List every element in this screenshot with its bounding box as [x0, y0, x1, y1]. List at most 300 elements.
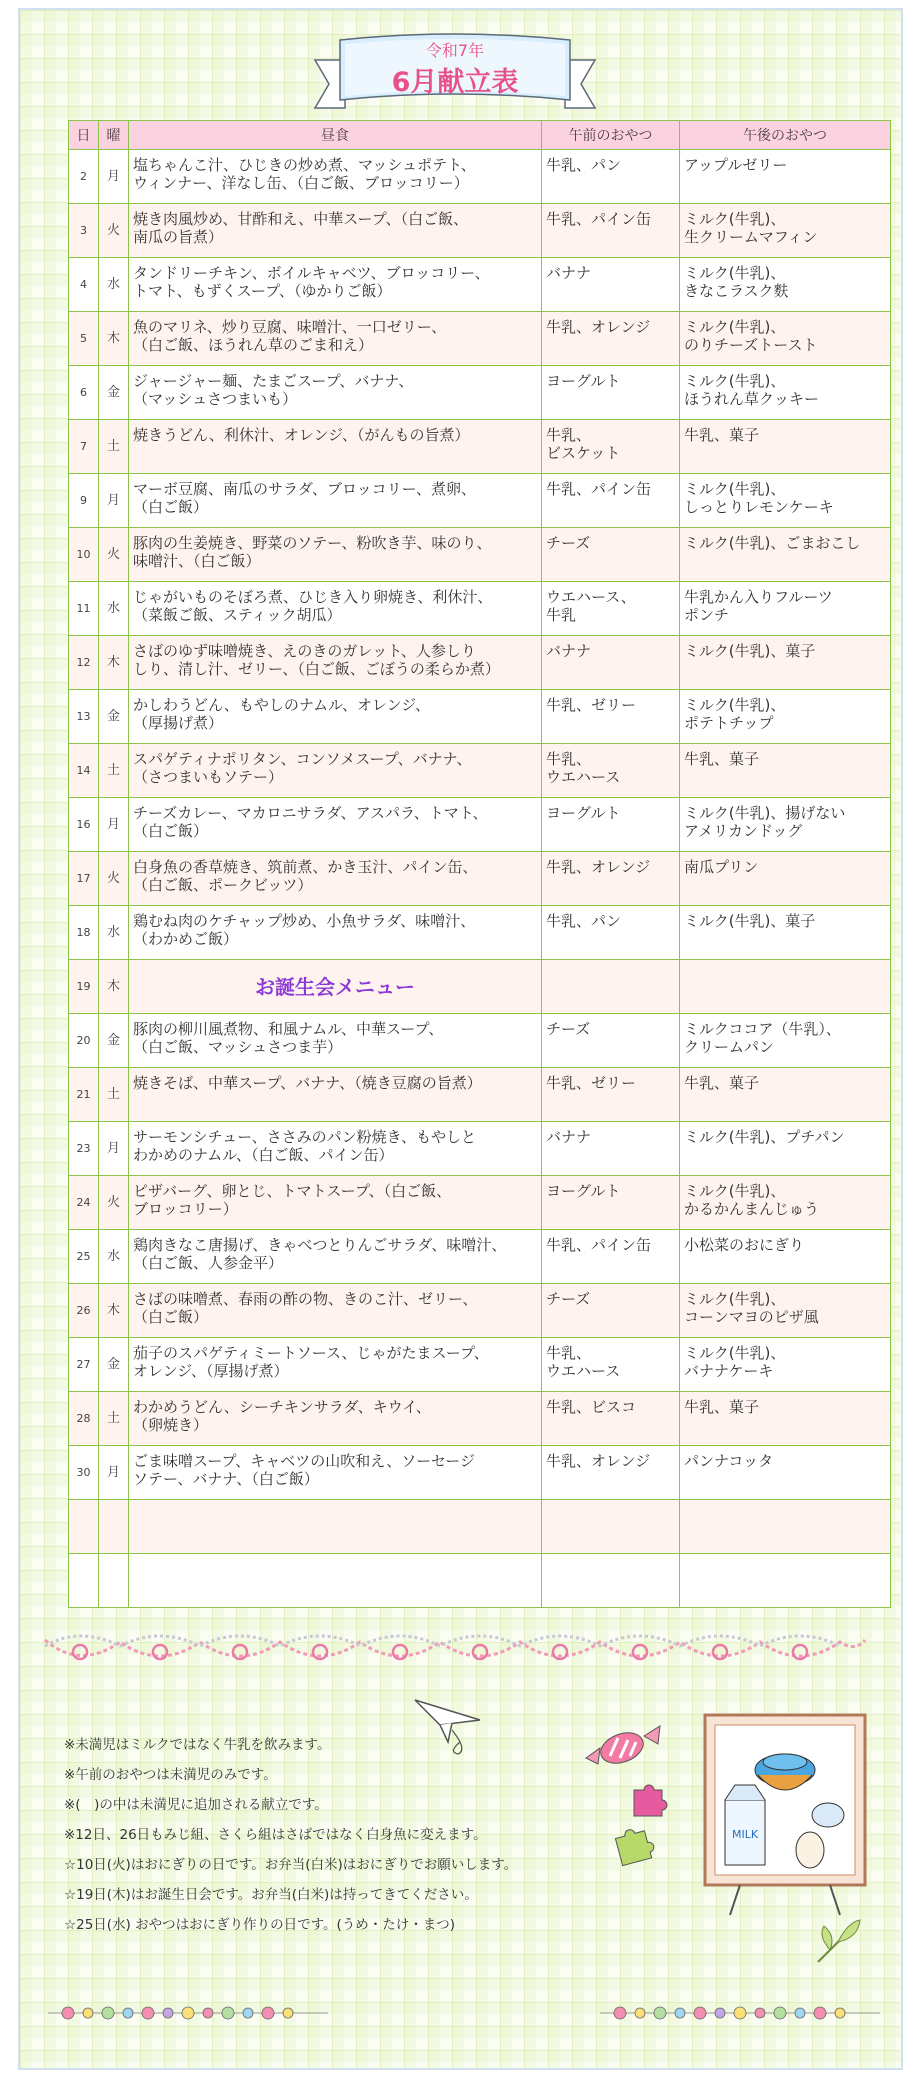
pm-snack-cell-line: 南瓜プリン	[684, 858, 759, 876]
pm-snack-cell-line: ミルク(牛乳)、菓子	[684, 912, 816, 930]
am-snack-cell-line: 牛乳、パン	[546, 912, 622, 930]
am-snack-cell-line: チーズ	[546, 1290, 591, 1308]
am-snack-cell	[542, 1230, 680, 1284]
lunch-cell-line: （厚揚げ煮）	[133, 714, 224, 732]
am-snack-cell-line: ウエハース	[546, 768, 621, 786]
am-snack-cell-line: 牛乳、パイン缶	[546, 210, 652, 228]
pm-snack-cell-line: アメリカンドッグ	[684, 822, 803, 840]
pm-snack-cell-line: ミルク(牛乳)、	[684, 480, 786, 498]
lunch-cell-line: （白ご飯、人参金平）	[133, 1254, 284, 1272]
am-snack-cell	[542, 1014, 680, 1068]
pm-snack-cell-line: ミルク(牛乳)、ごまおこし	[684, 534, 861, 552]
pm-snack-cell-line: ミルク(牛乳)、	[684, 696, 786, 714]
pm-snack-cell-line: 牛乳、菓子	[684, 1074, 760, 1092]
page-title: 6月献立表	[391, 67, 519, 98]
am-snack-cell	[542, 744, 680, 798]
table-row	[69, 1446, 891, 1500]
lunch-cell-line: タンドリーチキン、ボイルキャベツ、ブロッコリー、	[133, 264, 490, 282]
day-cell	[69, 1554, 99, 1608]
table-row	[69, 690, 891, 744]
table-row	[69, 366, 891, 420]
pm-snack-cell-line: ポンチ	[684, 606, 730, 624]
am-snack-cell	[542, 150, 680, 204]
puzzle-piece-icon	[628, 1780, 668, 1820]
pm-snack-cell	[680, 582, 891, 636]
dow-cell: 金	[99, 690, 129, 744]
am-snack-cell	[542, 474, 680, 528]
day-cell: 10	[69, 528, 99, 582]
dow-cell: 金	[99, 366, 129, 420]
dow-cell: 火	[99, 204, 129, 258]
lunch-cell	[129, 366, 542, 420]
pm-snack-cell-line: ミルク(牛乳)、	[684, 1290, 786, 1308]
lunch-cell	[129, 1014, 542, 1068]
pm-snack-cell-line: 牛乳かん入りフルーツ	[684, 588, 833, 606]
puzzle-piece-green-icon	[612, 1824, 656, 1868]
lunch-cell	[129, 744, 542, 798]
lunch-cell	[129, 1176, 542, 1230]
pm-snack-cell-line: ミルクココア（牛乳）、	[684, 1020, 841, 1038]
am-snack-cell-line: 牛乳、パイン缶	[546, 480, 652, 498]
day-cell: 13	[69, 690, 99, 744]
lunch-cell-line: しり、清し汁、ゼリー、（白ご飯、ごぼうの柔らか煮）	[133, 660, 500, 678]
am-snack-cell	[542, 1284, 680, 1338]
am-snack-cell	[542, 798, 680, 852]
pm-snack-cell	[680, 1392, 891, 1446]
lunch-cell-line: （白ご飯、ほうれん草のごま和え）	[133, 336, 374, 354]
am-snack-cell	[542, 258, 680, 312]
pm-snack-cell-line: のりチーズトースト	[684, 336, 818, 354]
lunch-cell-line: じゃがいものそぼろ煮、ひじき入り卵焼き、利休汁、	[133, 588, 493, 606]
dow-cell: 月	[99, 1446, 129, 1500]
lunch-cell	[129, 1122, 542, 1176]
lunch-cell-line: わかめうどん、シーチキンサラダ、キウイ、	[133, 1398, 431, 1416]
column-header-day: 日	[69, 121, 99, 150]
dow-cell: 月	[99, 150, 129, 204]
day-cell: 3	[69, 204, 99, 258]
am-snack-cell-line: チーズ	[546, 534, 591, 552]
lunch-cell	[129, 204, 542, 258]
dow-cell: 水	[99, 582, 129, 636]
pm-snack-cell-line: ミルク(牛乳)、	[684, 1182, 786, 1200]
note-item: ☆25日(水) おやつはおにぎり作りの日です。(うめ・たけ・まつ)	[64, 1917, 456, 1933]
day-cell: 30	[69, 1446, 99, 1500]
lunch-cell-line: トマト、もずくスープ、（ゆかりご飯）	[133, 282, 392, 300]
pm-snack-cell-line: ミルク(牛乳)、プチパン	[684, 1128, 845, 1146]
table-row	[69, 258, 891, 312]
note-item: ※未満児はミルクではなく牛乳を飲みます。	[64, 1737, 331, 1753]
dow-cell: 火	[99, 528, 129, 582]
lunch-cell	[129, 1284, 542, 1338]
am-snack-cell-line: 牛乳、	[546, 1344, 592, 1362]
am-snack-cell	[542, 582, 680, 636]
day-cell: 17	[69, 852, 99, 906]
pm-snack-cell	[680, 960, 891, 1014]
milk-easel-icon	[700, 1710, 870, 1920]
am-snack-cell	[542, 1338, 680, 1392]
day-cell: 24	[69, 1176, 99, 1230]
dow-cell: 金	[99, 1014, 129, 1068]
am-snack-cell	[542, 1176, 680, 1230]
day-cell: 19	[69, 960, 99, 1014]
pm-snack-cell-line: 牛乳、菓子	[684, 426, 760, 444]
dow-cell: 土	[99, 1068, 129, 1122]
day-cell: 26	[69, 1284, 99, 1338]
lunch-cell-line: 塩ちゃんこ汁、ひじきの炒め煮、マッシュポテト、	[133, 156, 476, 174]
pm-snack-cell	[680, 1338, 891, 1392]
am-snack-cell-line: 牛乳	[546, 606, 577, 624]
lunch-cell-line: さばの味噌煮、春雨の酢の物、きのこ汁、ゼリー、	[133, 1290, 478, 1308]
note-item: ☆19日(木)はお誕生日会です。お弁当(白米)は持ってきてください。	[64, 1887, 478, 1903]
pm-snack-cell	[680, 1176, 891, 1230]
am-snack-cell-line: 牛乳、ゼリー	[546, 696, 637, 714]
pm-snack-cell	[680, 1500, 891, 1554]
lunch-cell	[129, 312, 542, 366]
table-row	[69, 1284, 891, 1338]
lunch-cell-line: （白ご飯）	[133, 822, 209, 840]
pm-snack-cell	[680, 1446, 891, 1500]
pm-snack-cell	[680, 906, 891, 960]
table-row	[69, 1068, 891, 1122]
lunch-cell-line: （わかめご飯）	[133, 930, 239, 948]
day-cell: 5	[69, 312, 99, 366]
table-row	[69, 528, 891, 582]
day-cell: 16	[69, 798, 99, 852]
dow-cell: 水	[99, 1230, 129, 1284]
dow-cell: 月	[99, 1122, 129, 1176]
lunch-cell	[129, 1500, 542, 1554]
pm-snack-cell-line: コーンマヨのピザ風	[684, 1308, 819, 1326]
am-snack-cell	[542, 366, 680, 420]
pm-snack-cell-line: ミルク(牛乳)、	[684, 210, 786, 228]
column-header-am-snack: 午前のおやつ	[542, 121, 680, 150]
am-snack-cell	[542, 312, 680, 366]
am-snack-cell	[542, 1068, 680, 1122]
note-item: ※12日、26日もみじ組、さくら組はさばではなく白身魚に変えます。	[64, 1827, 487, 1843]
lunch-cell-line: （マッシュさつまいも）	[133, 390, 298, 408]
lunch-cell	[129, 1392, 542, 1446]
pm-snack-cell	[680, 258, 891, 312]
am-snack-cell-line: ビスケット	[546, 444, 621, 462]
lunch-cell-line: ごま味噌スープ、キャベツの山吹和え、ソーセージ	[133, 1452, 476, 1470]
lunch-cell-line: サーモンシチュー、ささみのパン粉焼き、もやしと	[133, 1128, 476, 1146]
am-snack-cell	[542, 960, 680, 1014]
am-snack-cell	[542, 1554, 680, 1608]
table-row	[69, 744, 891, 798]
lunch-cell-line: 魚のマリネ、炒り豆腐、味噌汁、一口ゼリー、	[133, 318, 447, 336]
day-cell: 9	[69, 474, 99, 528]
pm-snack-cell	[680, 1014, 891, 1068]
pm-snack-cell-line: 牛乳、菓子	[684, 750, 760, 768]
pm-snack-cell	[680, 312, 891, 366]
menu-table	[68, 120, 891, 1608]
day-cell: 7	[69, 420, 99, 474]
note-item: ※( )の中は未満児に追加される献立です。	[64, 1797, 328, 1813]
day-cell: 14	[69, 744, 99, 798]
am-snack-cell-line: 牛乳、	[546, 750, 592, 768]
lunch-cell-line: 茄子のスパゲティミートソース、じゃがたまスープ、	[133, 1344, 489, 1362]
event-cell: お誕生会メニュー	[129, 960, 542, 1014]
day-cell: 27	[69, 1338, 99, 1392]
pm-snack-cell	[680, 798, 891, 852]
leaf-icon	[808, 1912, 868, 1972]
dow-cell: 火	[99, 1176, 129, 1230]
lunch-cell-line: （白ご飯）	[133, 1308, 209, 1326]
lunch-cell-line: （白ご飯）	[133, 498, 209, 516]
lunch-cell-line: ソテー、バナナ、（白ご飯）	[133, 1470, 319, 1488]
am-snack-cell	[542, 420, 680, 474]
pm-snack-cell	[680, 204, 891, 258]
lunch-cell-line: さばのゆず味噌焼き、えのきのガレット、人参しり	[133, 642, 476, 660]
day-cell: 4	[69, 258, 99, 312]
dow-cell: 土	[99, 1392, 129, 1446]
am-snack-cell-line: ヨーグルト	[546, 804, 621, 822]
dow-cell: 水	[99, 258, 129, 312]
am-snack-cell-line: ヨーグルト	[546, 1182, 621, 1200]
table-row	[69, 906, 891, 960]
dow-cell: 土	[99, 420, 129, 474]
lunch-cell	[129, 1554, 542, 1608]
dow-cell: 月	[99, 474, 129, 528]
dow-cell: 火	[99, 852, 129, 906]
am-snack-cell-line: ヨーグルト	[546, 372, 621, 390]
lunch-cell-line: （さつまいもソテー）	[133, 768, 284, 786]
am-snack-cell	[542, 906, 680, 960]
lunch-cell	[129, 1230, 542, 1284]
am-snack-cell	[542, 636, 680, 690]
lunch-cell	[129, 1338, 542, 1392]
lunch-cell-line: かしわうどん、もやしのナムル、オレンジ、	[133, 696, 431, 714]
lunch-cell	[129, 1446, 542, 1500]
am-snack-cell	[542, 1500, 680, 1554]
am-snack-cell	[542, 1122, 680, 1176]
pm-snack-cell-line: ミルク(牛乳)、	[684, 264, 786, 282]
pm-snack-cell-line: 小松菜のおにぎり	[684, 1236, 805, 1254]
lunch-cell	[129, 852, 542, 906]
pm-snack-cell	[680, 852, 891, 906]
pm-snack-cell	[680, 690, 891, 744]
am-snack-cell	[542, 1392, 680, 1446]
day-cell: 11	[69, 582, 99, 636]
table-row	[69, 1122, 891, 1176]
day-cell: 21	[69, 1068, 99, 1122]
lunch-cell-line: 南瓜の旨煮）	[133, 228, 224, 246]
pm-snack-cell	[680, 420, 891, 474]
lunch-cell-line: ピザバーグ、卵とじ、トマトスープ、（白ご飯、	[133, 1182, 452, 1200]
pm-snack-cell-line: バナナケーキ	[684, 1362, 774, 1380]
day-cell: 2	[69, 150, 99, 204]
table-row	[69, 1338, 891, 1392]
table-row	[69, 1392, 891, 1446]
column-header-dow: 曜	[99, 121, 129, 150]
table-row	[69, 1554, 891, 1608]
bead-decoration-left	[48, 1998, 328, 2028]
table-row	[69, 636, 891, 690]
pm-snack-cell-line: ミルク(牛乳)、	[684, 1344, 786, 1362]
table-row	[69, 312, 891, 366]
pm-snack-cell-line: アップルゼリー	[684, 156, 788, 174]
pm-snack-cell	[680, 636, 891, 690]
era-label: 令和7年	[425, 41, 485, 60]
pm-snack-cell-line: 牛乳、菓子	[684, 1398, 760, 1416]
table-row	[69, 582, 891, 636]
pm-snack-cell	[680, 1554, 891, 1608]
pm-snack-cell	[680, 744, 891, 798]
am-snack-cell-line: 牛乳、	[546, 426, 592, 444]
table-row	[69, 1014, 891, 1068]
milk-picture	[700, 1710, 870, 1920]
pm-snack-cell	[680, 150, 891, 204]
dow-cell: 金	[99, 1338, 129, 1392]
column-header-lunch: 昼食	[129, 121, 542, 150]
lunch-cell-line: 豚肉の生姜焼き、野菜のソテー、粉吹き芋、味のり、	[133, 534, 492, 552]
lunch-cell-line: （卵焼き）	[133, 1416, 209, 1434]
table-row	[69, 960, 891, 1014]
am-snack-cell-line: 牛乳、ゼリー	[546, 1074, 637, 1092]
pm-snack-cell-line: きなこラスク麩	[684, 282, 789, 300]
table-row	[69, 420, 891, 474]
lunch-cell	[129, 690, 542, 744]
lunch-cell-line: マーボ豆腐、南瓜のサラダ、ブロッコリー、煮卵、	[133, 480, 477, 498]
dow-cell: 土	[99, 744, 129, 798]
lunch-cell-line: 焼き肉風炒め、甘酢和え、中華スープ、（白ご飯、	[133, 210, 469, 228]
table-row	[69, 1500, 891, 1554]
lunch-cell	[129, 906, 542, 960]
day-cell: 18	[69, 906, 99, 960]
bead-decoration-right	[600, 1998, 880, 2028]
am-snack-cell	[542, 204, 680, 258]
note-item: ※午前のおやつは未満児のみです。	[64, 1767, 277, 1783]
lunch-cell	[129, 258, 542, 312]
pm-snack-cell-line: クリームパン	[684, 1038, 775, 1056]
pm-snack-cell	[680, 1284, 891, 1338]
lunch-cell-line: （白ご飯、ポークビッツ）	[133, 876, 313, 894]
pm-snack-cell-line: パンナコッタ	[684, 1452, 774, 1470]
table-row	[69, 1176, 891, 1230]
lunch-cell-line: 鶏肉きなこ唐揚げ、きゃべつとりんごサラダ、味噌汁、	[133, 1236, 507, 1254]
lunch-cell	[129, 528, 542, 582]
pm-snack-cell	[680, 1230, 891, 1284]
column-header-pm-snack: 午後のおやつ	[680, 121, 891, 150]
pm-snack-cell	[680, 528, 891, 582]
am-snack-cell-line: ウエハース	[546, 1362, 621, 1380]
lunch-cell	[129, 474, 542, 528]
lunch-cell	[129, 798, 542, 852]
milk-label: MILK	[731, 1828, 759, 1841]
pm-snack-cell	[680, 366, 891, 420]
lunch-cell-line: ジャージャー麺、たまごスープ、バナナ、	[133, 372, 414, 390]
lunch-cell-line: 焼きうどん、利休汁、オレンジ、（がんもの旨煮）	[133, 426, 470, 444]
lunch-cell	[129, 582, 542, 636]
am-snack-cell-line: 牛乳、オレンジ	[546, 858, 651, 876]
am-snack-cell	[542, 852, 680, 906]
dow-cell: 木	[99, 960, 129, 1014]
pm-snack-cell-line: ミルク(牛乳)、菓子	[684, 642, 816, 660]
dow-cell	[99, 1554, 129, 1608]
lunch-cell-line: オレンジ、（厚揚げ煮）	[133, 1362, 289, 1380]
lunch-cell-line: 豚肉の柳川風煮物、和風ナムル、中華スープ、	[133, 1020, 444, 1038]
lunch-cell-line: （菜飯ご飯、スティック胡瓜）	[133, 606, 342, 624]
am-snack-cell	[542, 690, 680, 744]
pm-snack-cell-line: 生クリームマフィン	[684, 228, 818, 246]
am-snack-cell-line: バナナ	[546, 642, 592, 660]
am-snack-cell-line: 牛乳、オレンジ	[546, 318, 651, 336]
lunch-cell-line: チーズカレー、マカロニサラダ、アスパラ、トマト、	[133, 804, 488, 822]
table-row	[69, 474, 891, 528]
dow-cell: 木	[99, 312, 129, 366]
am-snack-cell	[542, 528, 680, 582]
candy-icon	[578, 1718, 668, 1778]
day-cell	[69, 1500, 99, 1554]
lunch-cell-line: ウィンナー、洋なし缶、（白ご飯、ブロッコリー）	[133, 174, 469, 192]
table-row	[69, 1230, 891, 1284]
day-cell: 28	[69, 1392, 99, 1446]
table-row	[69, 798, 891, 852]
day-cell: 23	[69, 1122, 99, 1176]
pm-snack-cell-line: ミルク(牛乳)、揚げない	[684, 804, 846, 822]
pm-snack-cell-line: ミルク(牛乳)、	[684, 318, 786, 336]
dow-cell: 木	[99, 636, 129, 690]
am-snack-cell-line: 牛乳、ビスコ	[546, 1398, 637, 1416]
lunch-cell-line: スパゲティナポリタン、コンソメスープ、バナナ、	[133, 750, 472, 768]
lunch-cell-line: 味噌汁、（白ご飯）	[133, 552, 261, 570]
am-snack-cell-line: ウエハース、	[546, 588, 636, 606]
am-snack-cell-line: 牛乳、パイン缶	[546, 1236, 652, 1254]
day-cell: 12	[69, 636, 99, 690]
pm-snack-cell-line: ほうれん草クッキー	[684, 390, 820, 408]
pm-snack-cell-line: ミルク(牛乳)、	[684, 372, 786, 390]
day-cell: 20	[69, 1014, 99, 1068]
pm-snack-cell	[680, 474, 891, 528]
lunch-cell-line: 鶏むね肉のケチャップ炒め、小魚サラダ、味噌汁、	[133, 912, 476, 930]
lunch-cell	[129, 420, 542, 474]
pm-snack-cell-line: しっとりレモンケーキ	[684, 498, 834, 516]
table-row	[69, 204, 891, 258]
table-header-row	[69, 121, 891, 150]
dow-cell: 月	[99, 798, 129, 852]
title-banner	[305, 30, 605, 116]
am-snack-cell-line: 牛乳、オレンジ	[546, 1452, 651, 1470]
dow-cell: 水	[99, 906, 129, 960]
notes-section	[64, 1730, 584, 1940]
lunch-cell-line: ブロッコリー）	[133, 1200, 238, 1218]
am-snack-cell-line: バナナ	[546, 1128, 592, 1146]
am-snack-cell-line: バナナ	[546, 264, 592, 282]
note-item: ☆10日(火)はおにぎりの日です。お弁当(白米)はおにぎりでお願いします。	[64, 1857, 518, 1873]
dow-cell	[99, 1500, 129, 1554]
am-snack-cell-line: チーズ	[546, 1020, 591, 1038]
lunch-cell-line: （白ご飯、マッシュさつま芋）	[133, 1038, 343, 1056]
am-snack-cell-line: 牛乳、パン	[546, 156, 622, 174]
day-cell: 25	[69, 1230, 99, 1284]
garland-decoration	[40, 1620, 870, 1680]
lunch-cell-line: わかめのナムル、（白ご飯、パイン缶）	[133, 1146, 394, 1164]
lunch-cell-line: 白身魚の香草焼き、筑前煮、かき玉汁、パイン缶、	[133, 858, 478, 876]
dow-cell: 木	[99, 1284, 129, 1338]
pm-snack-cell-line: かるかんまんじゅう	[684, 1200, 820, 1218]
pm-snack-cell	[680, 1122, 891, 1176]
table-row	[69, 150, 891, 204]
pm-snack-cell-line: ポテトチップ	[684, 714, 774, 732]
pm-snack-cell	[680, 1068, 891, 1122]
table-row	[69, 852, 891, 906]
lunch-cell	[129, 636, 542, 690]
day-cell: 6	[69, 366, 99, 420]
lunch-cell-line: 焼きそば、中華スープ、バナナ、（焼き豆腐の旨煮）	[133, 1074, 482, 1092]
lunch-cell	[129, 150, 542, 204]
lunch-cell	[129, 1068, 542, 1122]
am-snack-cell	[542, 1446, 680, 1500]
